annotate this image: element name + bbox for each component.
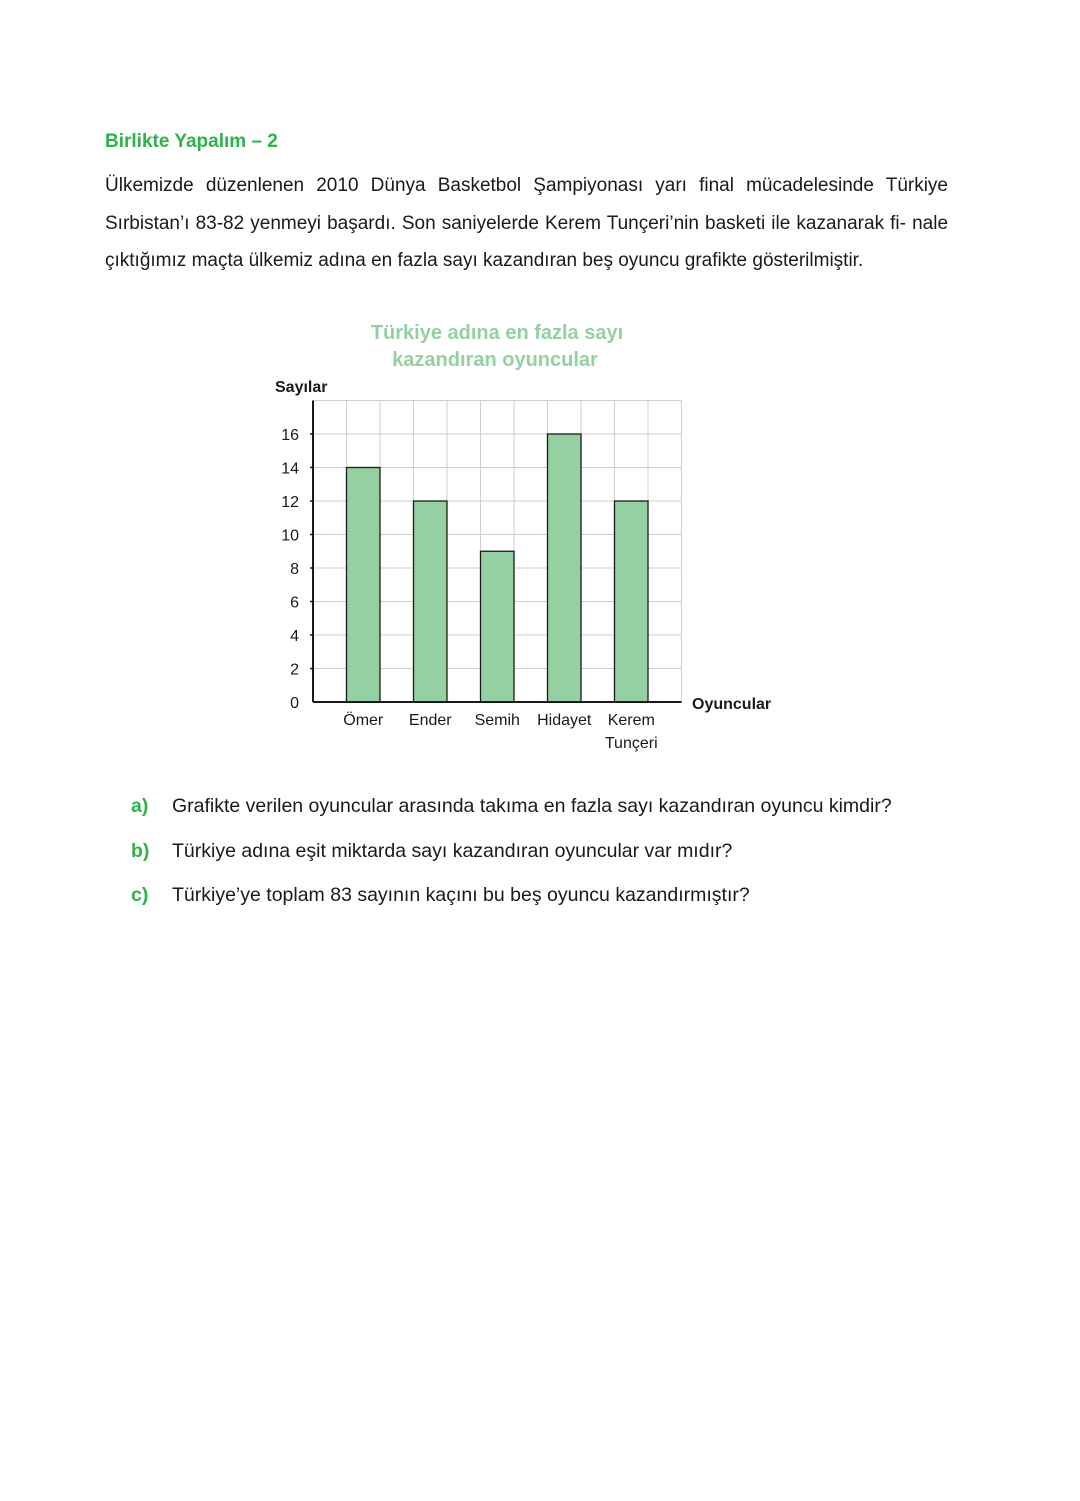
question-a-text: Grafikte verilen oyuncular arasında takıma en fazla sayı kazandıran oyuncu kimdir? — [172, 795, 892, 817]
x-tick-label: Ömer — [343, 712, 384, 729]
section-title: Birlikte Yapalım – 2 — [105, 131, 278, 152]
y-tick-label: 14 — [281, 460, 299, 478]
chart-title-line-1: Türkiye adına en fazla sayı — [370, 322, 624, 344]
question-a — [131, 795, 892, 818]
intro-line-1: Ülkemizde düzenlenen 2010 Dünya Basketbol Şampiyonası yarı final mücadelesinde Türkiye — [105, 175, 948, 196]
question-b — [131, 840, 732, 863]
bar-semih — [481, 551, 515, 702]
y-tick-label: 10 — [281, 527, 299, 545]
question-c — [131, 884, 750, 907]
x-axis-label: Oyuncular — [692, 696, 772, 713]
chart-title-line-2: kazandıran oyuncular — [392, 349, 598, 371]
x-tick-label: Hidayet — [537, 712, 592, 729]
y-tick-label: 8 — [290, 561, 299, 578]
grid-layer — [313, 401, 682, 703]
question-b-letter: b) — [131, 840, 150, 862]
intro-paragraph — [105, 167, 948, 280]
question-b-text: Türkiye adına eşit miktarda sayı kazandıran oyuncular var mıdır? — [172, 840, 733, 862]
axis-layer — [310, 401, 682, 703]
bar-hidayet — [548, 434, 582, 702]
x-tick-label: Ender — [408, 712, 452, 729]
question-a-letter: a) — [131, 795, 149, 817]
y-tick-label: 6 — [290, 594, 299, 612]
y-tick-label: 4 — [290, 628, 299, 645]
y-tick-label: 12 — [281, 494, 299, 511]
bar-kerem-tunçeri — [615, 501, 649, 702]
intro-line-2: Sırbistan’ı 83-82 yenmeyi başardı. Son saniyelerde Kerem Tunçeri’nin basketi ile kazanarak fi- — [105, 212, 906, 234]
question-c-letter: c) — [131, 884, 149, 906]
y-tick-label: 2 — [290, 661, 299, 679]
y-axis-label: Sayılar — [275, 379, 328, 396]
question-c-text: Türkiye’ye toplam 83 sayının kaçını bu beş oyuncu kazandırmıştır? — [172, 884, 750, 906]
x-tick-label: Semih — [474, 712, 520, 729]
x-tick-label: Tunçeri — [604, 735, 658, 752]
y-tick-label: 0 — [290, 695, 299, 712]
bar-ender — [414, 501, 448, 702]
bar-ömer — [347, 468, 381, 703]
intro-line-3: nale çıktığımız maçta ülkemiz adına en fazla sayı kazandıran beş oyuncu grafikte gösterilmiştir. — [105, 212, 949, 271]
label-layer — [281, 427, 657, 752]
y-tick-label: 16 — [281, 427, 299, 444]
x-tick-label: Kerem — [607, 712, 655, 729]
bar-layer — [347, 434, 649, 702]
